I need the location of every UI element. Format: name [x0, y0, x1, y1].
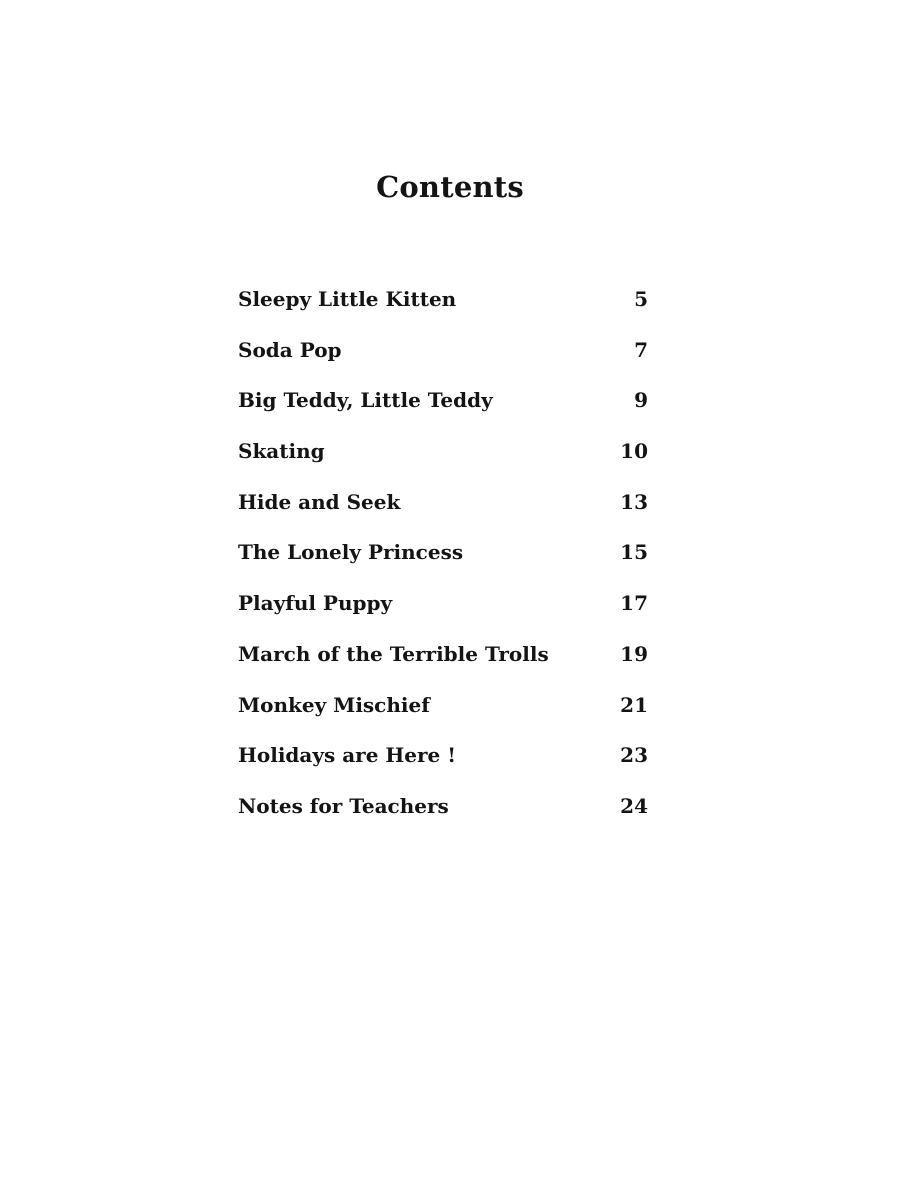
- toc-entry: [238, 690, 648, 741]
- toc-entry-title: Big Teddy, Little Teddy: [238, 388, 493, 413]
- toc-entry-page: 21: [620, 692, 648, 717]
- toc-entry: [238, 284, 648, 335]
- toc-entry-title: Hide and Seek: [238, 489, 401, 514]
- toc-entry-title: Holidays are Here !: [238, 743, 457, 768]
- toc-entry: [238, 588, 648, 639]
- toc-entry-title: The Lonely Princess: [238, 540, 464, 565]
- toc-entry-title: Notes for Teachers: [238, 793, 449, 818]
- toc-entry-page: 7: [634, 337, 648, 362]
- toc-entry: [238, 740, 648, 791]
- toc-entry: [238, 537, 648, 588]
- toc-entry: [238, 487, 648, 538]
- toc-entry-title: Sleepy Little Kitten: [238, 287, 457, 311]
- toc-entry-title: Monkey Mischief: [238, 692, 430, 717]
- toc-entry-title: March of the Terrible Trolls: [238, 641, 549, 666]
- toc-entry: [238, 639, 648, 690]
- table-of-contents: [238, 284, 648, 842]
- toc-entry: [238, 335, 648, 386]
- toc-entry-title: Soda Pop: [238, 337, 342, 362]
- toc-entry-page: 9: [634, 388, 648, 413]
- toc-entry-title: Skating: [238, 439, 325, 464]
- toc-entry-page: 23: [620, 743, 648, 768]
- toc-entry-title: Playful Puppy: [238, 591, 393, 616]
- toc-entry-page: 24: [620, 793, 648, 818]
- toc-entry-page: 17: [620, 591, 648, 616]
- toc-entry-page: 10: [620, 439, 648, 464]
- toc-entry-page: 13: [620, 489, 648, 514]
- toc-entry: [238, 385, 648, 436]
- toc-entry-page: 5: [634, 287, 648, 311]
- toc-entry: [238, 436, 648, 487]
- toc-entry-page: 15: [620, 540, 648, 565]
- toc-entry: [238, 791, 648, 842]
- toc-entry-page: 19: [620, 641, 648, 666]
- page-title: Contents: [376, 170, 524, 204]
